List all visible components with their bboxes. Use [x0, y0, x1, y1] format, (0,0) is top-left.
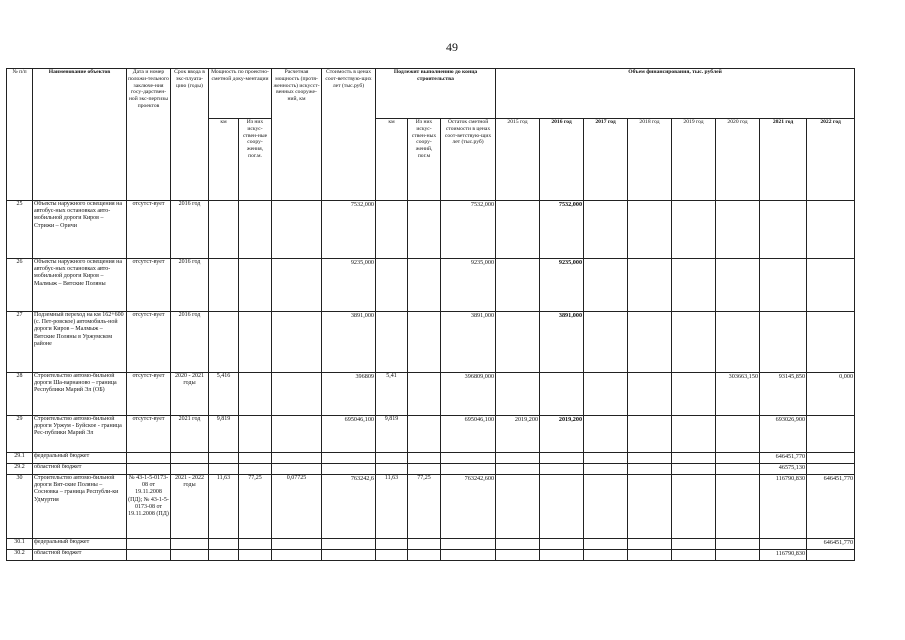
- header-cost: Стоимость в ценах соот-ветствую-щих лет (тыс.руб): [322, 69, 376, 201]
- cell-year-2018: [628, 416, 672, 453]
- cell-year-2019: [672, 453, 716, 464]
- header-finance: Объем финансирования, тыс. рублей: [496, 69, 855, 119]
- header-cap-art: Из них искус-ствен-ные соору-жения, пог.м.: [239, 119, 272, 201]
- cell-art: [239, 201, 272, 259]
- cell-rkm: [376, 312, 408, 373]
- cell-cost: [322, 539, 376, 550]
- cell-rcost: [441, 539, 496, 550]
- cell-rart: 77,25: [408, 475, 441, 539]
- cell-rkm: 9,819: [376, 416, 408, 453]
- cell-calc: [272, 201, 322, 259]
- page-number: 49: [446, 40, 458, 54]
- cell-rart: [408, 201, 441, 259]
- cell-year-2017: [584, 464, 628, 475]
- cell-year-2016: [540, 539, 584, 550]
- cell-name: Строительство автомо-бильной дороги Ша-варнаново – граница Республики Марий Эл (ОБ): [33, 373, 127, 416]
- cell-art: [239, 550, 272, 561]
- cell-km: 5,416: [209, 373, 239, 416]
- cell-km: [209, 550, 239, 561]
- cell-cost: 396809: [322, 373, 376, 416]
- cell-year-2016: 9235,000: [540, 259, 584, 312]
- cell-art: [239, 416, 272, 453]
- cell-cost: 9235,000: [322, 259, 376, 312]
- cell-num: 27: [7, 312, 33, 373]
- cell-year-2021: [760, 201, 807, 259]
- cell-rkm: [376, 550, 408, 561]
- cell-calc: [272, 259, 322, 312]
- header-num: № п/п: [7, 69, 33, 201]
- cell-cost: 7532,000: [322, 201, 376, 259]
- cell-cost: 763242,6: [322, 475, 376, 539]
- cell-name: Объекты наружного освещения на автобус-ных остановках авто-мобильной дороги Киров – Стрижи – Оричи: [33, 201, 127, 259]
- header-rem-cost: Остаток сметной стоимости в ценах соот-ветствую-щих лет (тыс.руб): [441, 119, 496, 201]
- cell-year-2017: [584, 453, 628, 464]
- cell-date: отсутст-вует: [127, 201, 171, 259]
- cell-year-2019: [672, 416, 716, 453]
- cell-num: 30.1: [7, 539, 33, 550]
- cell-year-2022: [807, 453, 855, 464]
- cell-year-2020: [716, 416, 760, 453]
- cell-year-2019: [672, 475, 716, 539]
- cell-rkm: [376, 453, 408, 464]
- cell-year-2020: [716, 475, 760, 539]
- cell-num: 25: [7, 201, 33, 259]
- cell-year-2021: [760, 259, 807, 312]
- cell-term: [171, 453, 209, 464]
- cell-rart: [408, 464, 441, 475]
- cell-year-2015: [496, 475, 540, 539]
- cell-date: отсутст-вует: [127, 373, 171, 416]
- cell-year-2018: [628, 312, 672, 373]
- cell-rcost: 695046,100: [441, 416, 496, 453]
- cell-year-2015: [496, 550, 540, 561]
- cell-term: 2016 год: [171, 259, 209, 312]
- cell-rart: [408, 373, 441, 416]
- cell-calc: [272, 373, 322, 416]
- header-name: Наименование объектов: [33, 69, 127, 201]
- cell-date: отсутст-вует: [127, 416, 171, 453]
- cell-year-2016: 2019,200: [540, 416, 584, 453]
- cell-year-2019: [672, 201, 716, 259]
- cell-cost: 695046,100: [322, 416, 376, 453]
- cell-art: [239, 259, 272, 312]
- cell-year-2021: [760, 312, 807, 373]
- cell-year-2015: 2019,200: [496, 416, 540, 453]
- cell-date: [127, 539, 171, 550]
- cell-cost: 3891,000: [322, 312, 376, 373]
- cell-rkm: 11,63: [376, 475, 408, 539]
- cell-rkm: [376, 201, 408, 259]
- cell-rart: [408, 539, 441, 550]
- cell-num: 29.1: [7, 453, 33, 464]
- cell-rcost: 396809,000: [441, 373, 496, 416]
- cell-year-2017: [584, 201, 628, 259]
- cell-year-2018: [628, 464, 672, 475]
- table-row: [7, 259, 855, 312]
- header-rem-km: км: [376, 119, 408, 201]
- cell-year-2017: [584, 475, 628, 539]
- cell-name: федеральный бюджет: [33, 539, 127, 550]
- cell-name: Подземный переход на км 162+600 (с. Пет-ровское) автомобиль-ной дороги Киров – Малмыж – Вятские Поляны в Уржумском районе: [33, 312, 127, 373]
- cell-term: 2016 год: [171, 201, 209, 259]
- cell-year-2021: 646451,770: [760, 453, 807, 464]
- table-row: [7, 550, 855, 561]
- header-year-2021: 2021 год: [760, 119, 807, 201]
- table-row: [7, 539, 855, 550]
- cell-calc: [272, 539, 322, 550]
- cell-rart: [408, 312, 441, 373]
- cell-year-2017: [584, 539, 628, 550]
- cell-rcost: 9235,000: [441, 259, 496, 312]
- header-year-2019: 2019 год: [672, 119, 716, 201]
- cell-calc: [272, 453, 322, 464]
- cell-rcost: [441, 464, 496, 475]
- cell-year-2021: 116790,830: [760, 550, 807, 561]
- cell-rart: [408, 259, 441, 312]
- cell-year-2022: 646451,770: [807, 539, 855, 550]
- cell-date: [127, 464, 171, 475]
- cell-art: [239, 453, 272, 464]
- cell-date: отсутст-вует: [127, 259, 171, 312]
- table-row: [7, 475, 855, 539]
- cell-rart: [408, 550, 441, 561]
- cell-calc: [272, 312, 322, 373]
- cell-rart: [408, 416, 441, 453]
- cell-year-2015: [496, 259, 540, 312]
- cell-year-2018: [628, 539, 672, 550]
- cell-art: [239, 464, 272, 475]
- cell-art: [239, 539, 272, 550]
- cell-num: 28: [7, 373, 33, 416]
- cell-rcost: 7532,000: [441, 201, 496, 259]
- cell-name: областной бюджет: [33, 464, 127, 475]
- cell-year-2016: 3891,000: [540, 312, 584, 373]
- cell-year-2020: [716, 539, 760, 550]
- cell-name: Объекты наружного освещения на автобус-ных остановках авто-мобильной дороги Киров – Малмыж – Вятские Поляны: [33, 259, 127, 312]
- cell-year-2019: [672, 373, 716, 416]
- cell-year-2022: 0,000: [807, 373, 855, 416]
- cell-rcost: 763242,600: [441, 475, 496, 539]
- cell-year-2019: [672, 550, 716, 561]
- cell-year-2022: [807, 464, 855, 475]
- cell-num: 30: [7, 475, 33, 539]
- cell-year-2022: [807, 416, 855, 453]
- cell-name: федеральный бюджет: [33, 453, 127, 464]
- header-year-2016: 2016 год: [540, 119, 584, 201]
- cell-year-2021: 46575,130: [760, 464, 807, 475]
- cell-year-2019: [672, 464, 716, 475]
- table-row: [7, 464, 855, 475]
- header-term: Срок ввода в экс-плуата-цию (годы): [171, 69, 209, 201]
- cell-rcost: [441, 453, 496, 464]
- cell-year-2022: [807, 550, 855, 561]
- cell-term: [171, 539, 209, 550]
- cell-year-2020: [716, 201, 760, 259]
- cell-year-2021: [760, 539, 807, 550]
- cell-art: [239, 373, 272, 416]
- table-row: [7, 312, 855, 373]
- cell-km: [209, 464, 239, 475]
- cell-num: 29.2: [7, 464, 33, 475]
- cell-term: 2021 - 2022 годы: [171, 475, 209, 539]
- header-cap-km: км: [209, 119, 239, 201]
- cell-year-2016: [540, 464, 584, 475]
- table-row: [7, 373, 855, 416]
- cell-year-2015: [496, 453, 540, 464]
- cell-rcost: [441, 550, 496, 561]
- cell-year-2018: [628, 453, 672, 464]
- cell-date: отсутст-вует: [127, 312, 171, 373]
- cell-km: [209, 201, 239, 259]
- cell-rkm: [376, 464, 408, 475]
- cell-year-2018: [628, 550, 672, 561]
- cell-year-2015: [496, 201, 540, 259]
- cell-date: [127, 550, 171, 561]
- cell-year-2017: [584, 550, 628, 561]
- cell-rkm: [376, 259, 408, 312]
- cell-year-2016: [540, 373, 584, 416]
- cell-art: [239, 312, 272, 373]
- cell-year-2015: [496, 312, 540, 373]
- cell-year-2020: [716, 453, 760, 464]
- cell-km: 11,63: [209, 475, 239, 539]
- cell-year-2017: [584, 416, 628, 453]
- cell-num: 29: [7, 416, 33, 453]
- cell-date: № 43-1-5-0173-08 от 19.11.2008 (ПД); № 43-1-5-0173-08 от 19.11.2008 (ПД): [127, 475, 171, 539]
- finance-table: [6, 68, 855, 561]
- cell-year-2020: [716, 464, 760, 475]
- cell-calc: 0,07725: [272, 475, 322, 539]
- cell-year-2022: [807, 201, 855, 259]
- cell-term: 2016 год: [171, 312, 209, 373]
- cell-year-2017: [584, 259, 628, 312]
- cell-rart: [408, 453, 441, 464]
- cell-year-2020: [716, 259, 760, 312]
- cell-year-2019: [672, 539, 716, 550]
- cell-rkm: 5,41: [376, 373, 408, 416]
- header-year-2015: 2015 год: [496, 119, 540, 201]
- cell-year-2017: [584, 373, 628, 416]
- header-calc: Расчетная мощность (протя-женность) искусст-венных сооруже-ний, км: [272, 69, 322, 201]
- cell-km: [209, 539, 239, 550]
- cell-year-2021: 693026,900: [760, 416, 807, 453]
- cell-calc: [272, 550, 322, 561]
- cell-year-2019: [672, 312, 716, 373]
- header-rem-art: Из них искус-ствен-ных соору-жений, пог.м: [408, 119, 441, 201]
- cell-year-2021: 116790,830: [760, 475, 807, 539]
- cell-art: 77,25: [239, 475, 272, 539]
- cell-year-2020: [716, 312, 760, 373]
- header-date: Дата и номер положи-тельного заключе-ния госу-дарствен-ной экс-пертизы проектов: [127, 69, 171, 201]
- cell-year-2018: [628, 373, 672, 416]
- cell-year-2016: [540, 475, 584, 539]
- cell-name: Строительство автомо-бильной дороги Уржум - Буйское - граница Рес-публики Марий Эл: [33, 416, 127, 453]
- header-remain: Подлежит выполнению до конца строительства: [376, 69, 496, 119]
- cell-year-2016: [540, 550, 584, 561]
- cell-year-2015: [496, 464, 540, 475]
- cell-calc: [272, 464, 322, 475]
- cell-rkm: [376, 539, 408, 550]
- cell-year-2022: [807, 259, 855, 312]
- cell-term: [171, 464, 209, 475]
- cell-cost: [322, 550, 376, 561]
- cell-year-2018: [628, 475, 672, 539]
- header-year-2017: 2017 год: [584, 119, 628, 201]
- cell-year-2015: [496, 539, 540, 550]
- header-year-2020: 2020 год: [716, 119, 760, 201]
- cell-num: 30.2: [7, 550, 33, 561]
- cell-calc: [272, 416, 322, 453]
- cell-term: [171, 550, 209, 561]
- cell-year-2019: [672, 259, 716, 312]
- table-row: [7, 201, 855, 259]
- cell-km: [209, 259, 239, 312]
- cell-km: 9,819: [209, 416, 239, 453]
- cell-date: [127, 453, 171, 464]
- cell-year-2016: [540, 453, 584, 464]
- cell-year-2017: [584, 312, 628, 373]
- cell-name: Строительство автомо-бильной дороги Вят-ские Поляны – Сосновка – граница Республи-ки Удмуртия: [33, 475, 127, 539]
- cell-cost: [322, 464, 376, 475]
- cell-rcost: 3891,000: [441, 312, 496, 373]
- header-year-2018: 2018 год: [628, 119, 672, 201]
- cell-year-2022: 646451,770: [807, 475, 855, 539]
- cell-term: 2020 - 2021 годы: [171, 373, 209, 416]
- cell-num: 26: [7, 259, 33, 312]
- cell-km: [209, 312, 239, 373]
- cell-year-2018: [628, 259, 672, 312]
- cell-km: [209, 453, 239, 464]
- cell-year-2020: [716, 550, 760, 561]
- cell-year-2015: [496, 373, 540, 416]
- cell-year-2018: [628, 201, 672, 259]
- cell-year-2020: 303663,150: [716, 373, 760, 416]
- header-year-2022: 2022 год: [807, 119, 855, 201]
- table-row: [7, 453, 855, 464]
- cell-year-2021: 93145,850: [760, 373, 807, 416]
- cell-year-2022: [807, 312, 855, 373]
- cell-cost: [322, 453, 376, 464]
- cell-name: областной бюджет: [33, 550, 127, 561]
- table-row: [7, 416, 855, 453]
- cell-term: 2021 год: [171, 416, 209, 453]
- cell-year-2016: 7532,000: [540, 201, 584, 259]
- header-capacity: Мощность по проектно-сметной доку-ментации: [209, 69, 272, 119]
